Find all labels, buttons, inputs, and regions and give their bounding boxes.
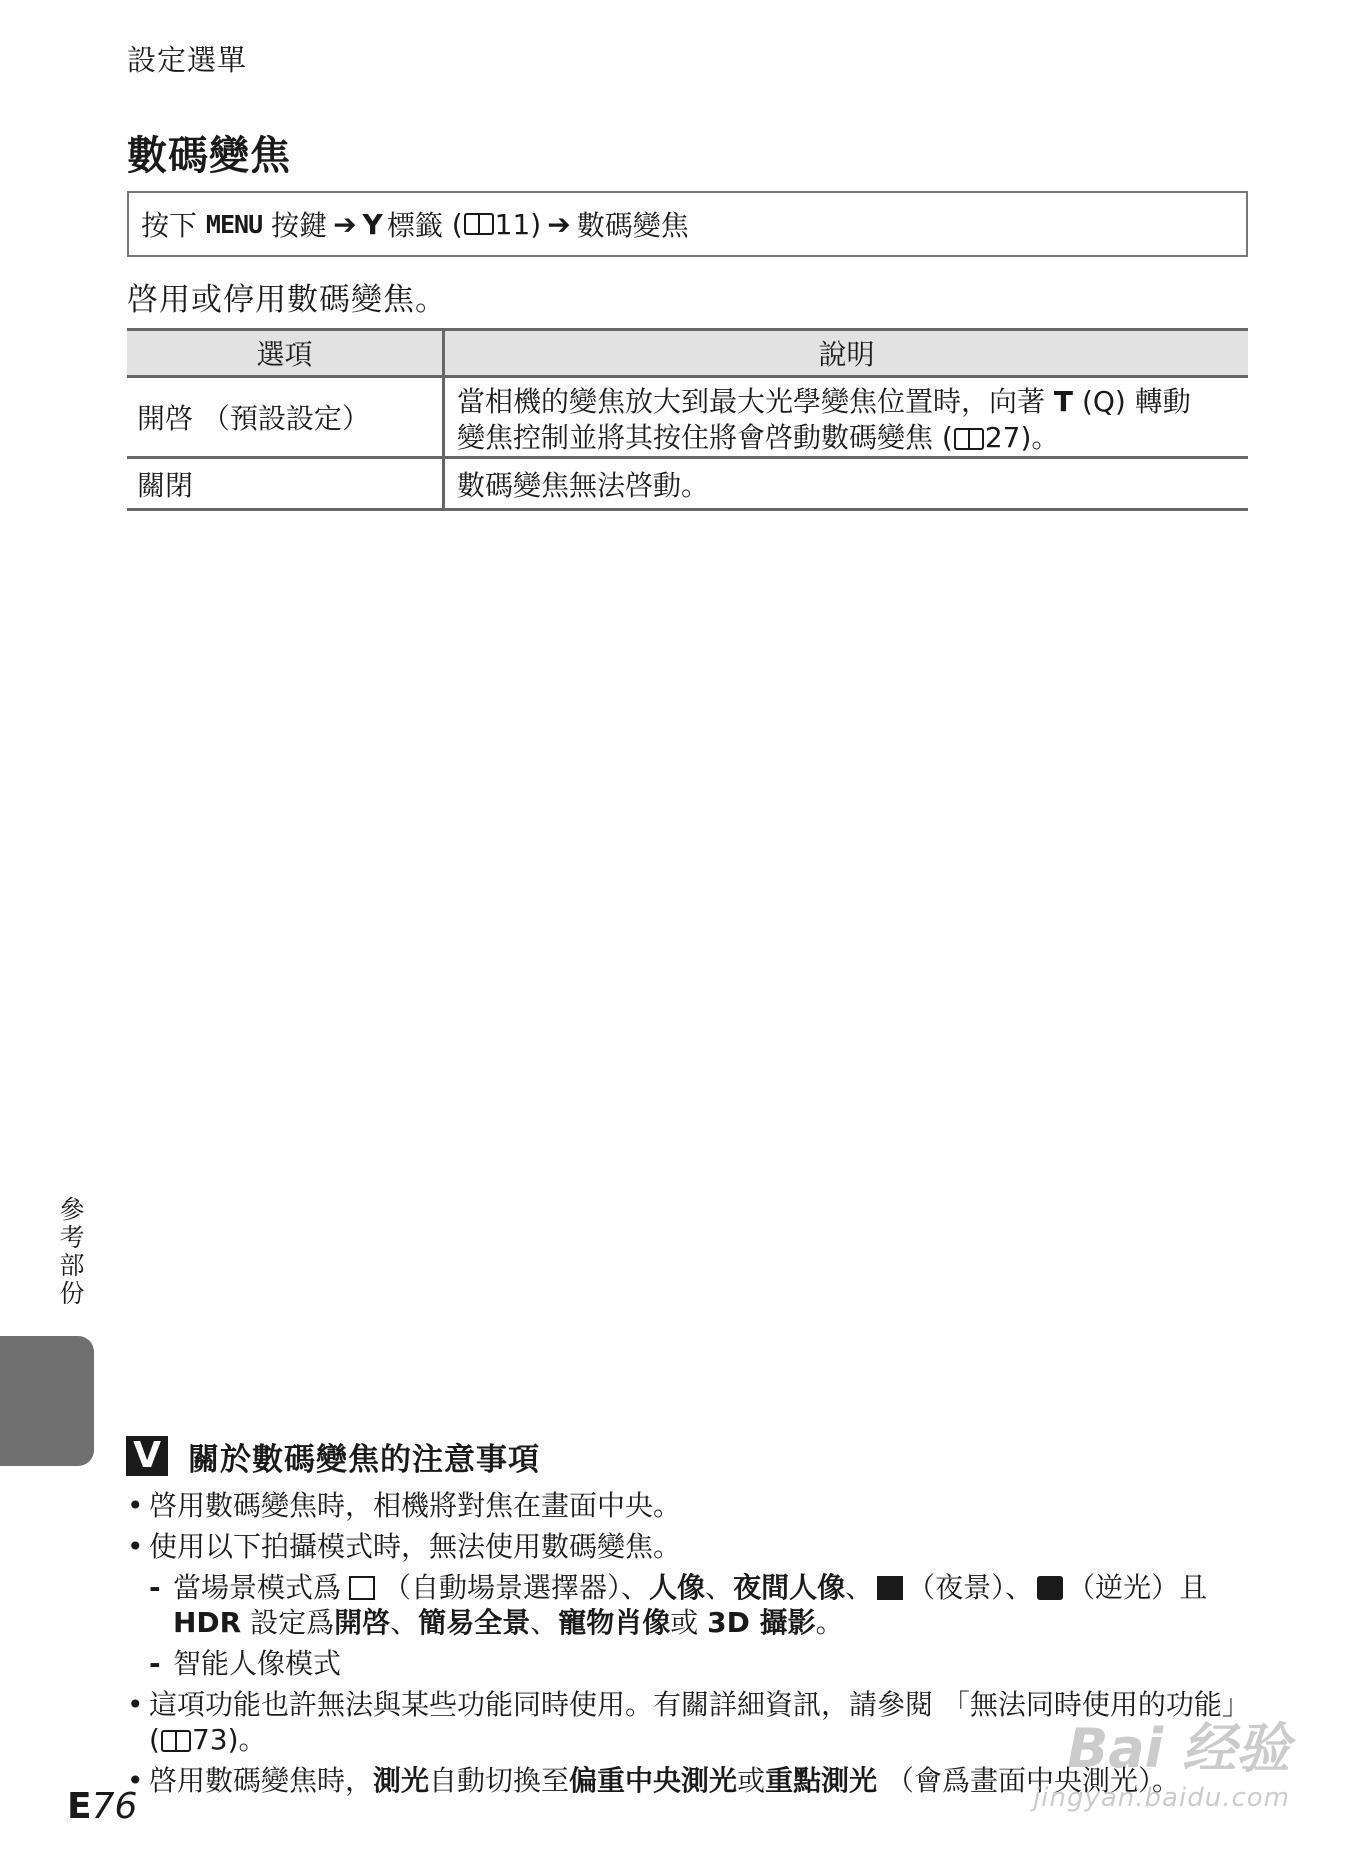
- night-landscape-icon: [877, 1576, 903, 1600]
- description: 啓用或停用數碼變焦。: [127, 282, 447, 318]
- setting-on: 開啓: [334, 1606, 391, 1639]
- scene-auto-selector-icon: [349, 1576, 375, 1600]
- watermark-url: jingyan.baidu.com: [1033, 1783, 1290, 1813]
- center-weighted-label: 偏重中央測光: [569, 1764, 738, 1797]
- table-row: [127, 378, 1248, 459]
- note-text: 啓用數碼變焦時，: [149, 1764, 374, 1797]
- book-reference-icon: [161, 1730, 191, 1752]
- header-description: 說明: [818, 338, 875, 371]
- list-item: • 使用以下拍攝模式時，無法使用數碼變焦。: [127, 1529, 1252, 1564]
- side-section-label: 參考部份: [59, 1195, 85, 1308]
- note-text: 自動切換至: [429, 1764, 570, 1797]
- note-text: 或: [737, 1764, 766, 1797]
- book-reference-icon: [954, 428, 984, 450]
- note-text: 、: [845, 1571, 874, 1604]
- note-text: 設定爲: [250, 1606, 335, 1639]
- arrow-right-icon: ➔: [333, 207, 357, 241]
- side-section-tab: [0, 1336, 94, 1466]
- note-text: 當場景模式爲: [173, 1571, 342, 1604]
- note-text: （會爲畫面中央測光）。: [886, 1764, 1181, 1797]
- mode-portrait: 人像: [649, 1571, 706, 1604]
- desc-line-1: [457, 384, 1238, 420]
- table-header-row: [127, 328, 1248, 378]
- spot-metering-label: 重點測光: [765, 1764, 878, 1797]
- tele-t-label: T: [1053, 385, 1074, 418]
- note-text: 這項功能也許無法與某些功能同時使用。有關詳細資訊，請參閱 「無法同時使用的功能」: [149, 1688, 1250, 1721]
- note-title: 關於數碼變焦的注意事項: [188, 1442, 540, 1478]
- options-table: [127, 328, 1248, 511]
- option-on: 開啓 （預設設定）: [127, 378, 445, 456]
- nav-ref-open: (: [451, 207, 463, 241]
- sub-list-item: [127, 1570, 1252, 1640]
- list-item: • 啓用數碼變焦時，相機將對焦在畫面中央。: [127, 1488, 1252, 1523]
- desc-text: 變焦控制並將其按住將會啓動數碼變焦 (: [457, 421, 953, 454]
- sub-list-item: - 智能人像模式: [127, 1646, 1252, 1681]
- backlighting-icon: [1037, 1576, 1063, 1600]
- nav-tab-label: 標籤: [386, 209, 443, 242]
- setup-wrench-icon: Y: [362, 207, 383, 241]
- page-number: [67, 1786, 137, 1827]
- note-text: 或: [670, 1606, 699, 1639]
- nav-ref-page: 11): [494, 207, 542, 241]
- mode-3d: 3D 攝影: [707, 1606, 816, 1639]
- note-text: （夜景）、: [907, 1571, 1034, 1604]
- nav-key-label: 按鍵: [271, 209, 328, 242]
- watermark-logo: Bai 经验: [1067, 1717, 1290, 1780]
- option-off: 關閉: [127, 459, 445, 508]
- mode-night-portrait: 夜間人像: [733, 1571, 846, 1604]
- mode-pet-portrait: 寵物肖像: [558, 1606, 671, 1639]
- watermark: [960, 1706, 1290, 1813]
- header-option: 選項: [127, 331, 445, 375]
- option-off-description: 數碼變焦無法啓動。: [457, 468, 710, 502]
- nav-prefix: 按下: [141, 209, 198, 242]
- page-number-value: 76: [91, 1786, 138, 1827]
- menu-path-box: [127, 191, 1248, 257]
- checkmark-note-icon: V: [126, 1436, 168, 1476]
- menu-key-label: MENU: [205, 209, 263, 239]
- desc-text: 當相機的變焦放大到最大光學變焦位置時，向著: [457, 385, 1046, 418]
- note-text: (: [149, 1723, 160, 1756]
- desc-text: (Q) 轉動: [1081, 385, 1191, 418]
- page-title: 數碼變焦: [127, 133, 291, 179]
- nav-target: 數碼變焦: [576, 209, 689, 242]
- note-text: 73)。: [191, 1723, 267, 1756]
- table-row: [127, 459, 1248, 511]
- hdr-label: HDR: [173, 1606, 242, 1639]
- metering-label: 測光: [373, 1764, 430, 1797]
- section-header: 設定選單: [127, 43, 248, 77]
- note-text: 、: [705, 1571, 734, 1604]
- note-text: 。: [815, 1606, 844, 1639]
- option-on-description: [445, 378, 1248, 456]
- arrow-right-icon: ➔: [547, 207, 571, 241]
- note-text: 、: [390, 1606, 419, 1639]
- desc-text: 27)。: [984, 421, 1060, 454]
- note-text: （自動場景選擇器）、: [383, 1571, 650, 1604]
- note-text: （逆光）且: [1067, 1571, 1208, 1604]
- book-reference-icon: [464, 213, 494, 235]
- reference-section-icon: E: [67, 1786, 92, 1827]
- mode-easy-panorama: 簡易全景: [418, 1606, 531, 1639]
- note-text: 、: [530, 1606, 559, 1639]
- desc-line-2: [457, 420, 1238, 456]
